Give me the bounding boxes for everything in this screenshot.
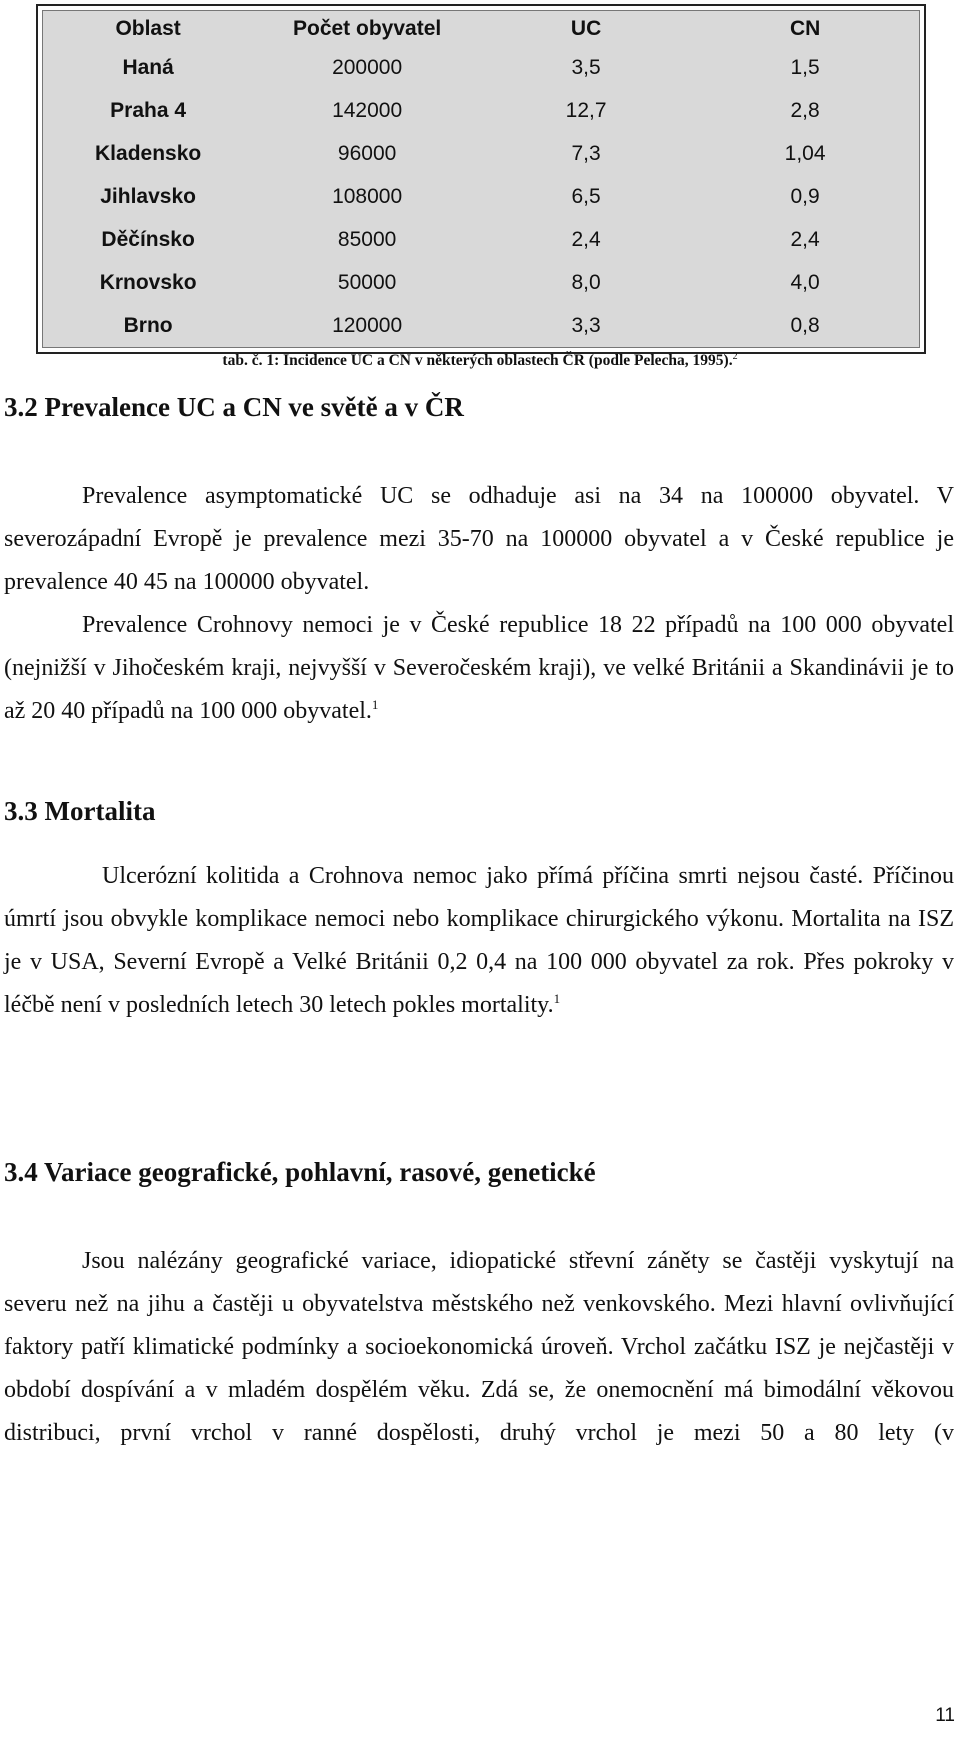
column-header-oblast: Oblast (115, 17, 181, 40)
incidence-table-inner (42, 10, 920, 348)
column-header-pocet-obyvatel: Počet obyvatel (292, 17, 442, 40)
cell-cn: 2,8 (790, 99, 820, 123)
cell-pocet-obyvatel: 120000 (332, 313, 403, 337)
cell-uc: 2,4 (571, 227, 601, 251)
heading-3-3: 3.3 Mortalita (4, 796, 156, 826)
column-header-uc: UC (570, 17, 602, 40)
table-row (43, 261, 919, 304)
cell-pocet-obyvatel: 85000 (337, 227, 397, 251)
paragraph-variace: Jsou nalézány geografické variace, idiopatické střevní záněty se častěji vyskytují na severu než na jihu a častěji u obyvatelstva městského než venkovského. Mezi hlavní ovlivňující faktory patří klimatické podmínky a socioekonomická úroveň. Vrchol začátku ISZ je nejčastěji v období dospívání a v mladém dospělém věku. Zdá se, že onemocnění má bimodální věkovou distribuci, první vrchol v ranné dospělosti, druhý vrchol je mezi 50 a 80 lety (v (4, 1248, 954, 1446)
cell-oblast: Brno (123, 313, 173, 337)
cell-oblast: Děčínsko (101, 227, 195, 251)
cell-uc: 3,3 (571, 313, 601, 337)
table-row (43, 133, 919, 176)
table-body (43, 47, 919, 347)
paragraph-prevalence-cn (4, 604, 954, 733)
paragraph-prevalence-cn-ref: 1 (371, 697, 379, 712)
paragraph-prevalence-cn-text: Prevalence Crohnovy nemoci je v České republice 18 22 případů na 100 000 obyvatel (nejnižší v Jihočeském kraji, nejvyšší v Severočeském kraji), ve velké Británii a Skandinávii je to až 20 40 případů na 100 000 obyvatel. (4, 612, 954, 724)
heading-3-4: 3.4 Variace geografické, pohlavní, rasové, genetické (4, 1157, 596, 1187)
cell-cn: 0,9 (790, 184, 820, 208)
cell-cn: 0,8 (790, 313, 820, 337)
table-caption (0, 351, 960, 370)
paragraph-mortalita-text: Ulcerózní kolitida a Crohnova nemoc jako přímá příčina smrti nejsou časté. Příčinou úmrtí jsou obvykle komplikace nemoci nebo komplikace chirurgického výkonu. Mortalita na ISZ je v USA, Severní Evropě a Velké Británii 0,2 0,4 na 100 000 obyvatel za rok. Přes pokroky v léčbě není v posledních letech 30 letech pokles mortality. (4, 863, 954, 1018)
cell-oblast: Haná (122, 56, 174, 80)
cell-oblast: Praha 4 (110, 99, 187, 123)
paragraph-prevalence-uc: Prevalence asymptomatické UC se odhaduje asi na 34 na 100000 obyvatel. V severozápadní Evropě je prevalence mezi 35-70 na 100000 obyvatel a v České republice je prevalence 40 45 na 100000 obyvatel. (4, 483, 954, 595)
paragraph-mortalita (4, 855, 954, 1027)
cell-oblast: Krnovsko (99, 270, 197, 294)
cell-cn: 2,4 (790, 227, 820, 251)
cell-cn: 4,0 (790, 270, 820, 294)
cell-cn: 1,5 (790, 56, 820, 80)
table-row (43, 176, 919, 219)
heading-3-2: 3.2 Prevalence UC a CN ve světě a v ČR (4, 392, 464, 422)
cell-pocet-obyvatel: 96000 (337, 142, 397, 166)
page-number: 11 (935, 1705, 955, 1726)
paragraph-mortalita-ref: 1 (553, 991, 561, 1006)
table-caption-text: tab. č. 1: Incidence UC a CN v některých oblastech ČR (podle Pelecha, 1995). (222, 352, 733, 370)
cell-uc: 7,3 (571, 142, 601, 166)
cell-pocet-obyvatel: 50000 (337, 270, 397, 294)
table-header-row (43, 11, 919, 47)
cell-uc: 12,7 (565, 99, 607, 123)
cell-oblast: Kladensko (95, 142, 202, 166)
cell-uc: 6,5 (571, 184, 601, 208)
incidence-table (43, 11, 919, 347)
incidence-table-frame (36, 4, 926, 354)
cell-cn: 1,04 (784, 142, 826, 166)
cell-uc: 8,0 (571, 270, 601, 294)
cell-pocet-obyvatel: 108000 (332, 184, 403, 208)
cell-pocet-obyvatel: 200000 (332, 56, 403, 80)
table-caption-ref: 2 (732, 351, 738, 362)
table-row (43, 47, 919, 90)
table-row (43, 218, 919, 261)
cell-pocet-obyvatel: 142000 (332, 99, 403, 123)
cell-oblast: Jihlavsko (100, 184, 196, 208)
cell-uc: 3,5 (571, 56, 601, 80)
column-header-cn: CN (789, 17, 821, 40)
table-row (43, 304, 919, 347)
table-row (43, 90, 919, 133)
